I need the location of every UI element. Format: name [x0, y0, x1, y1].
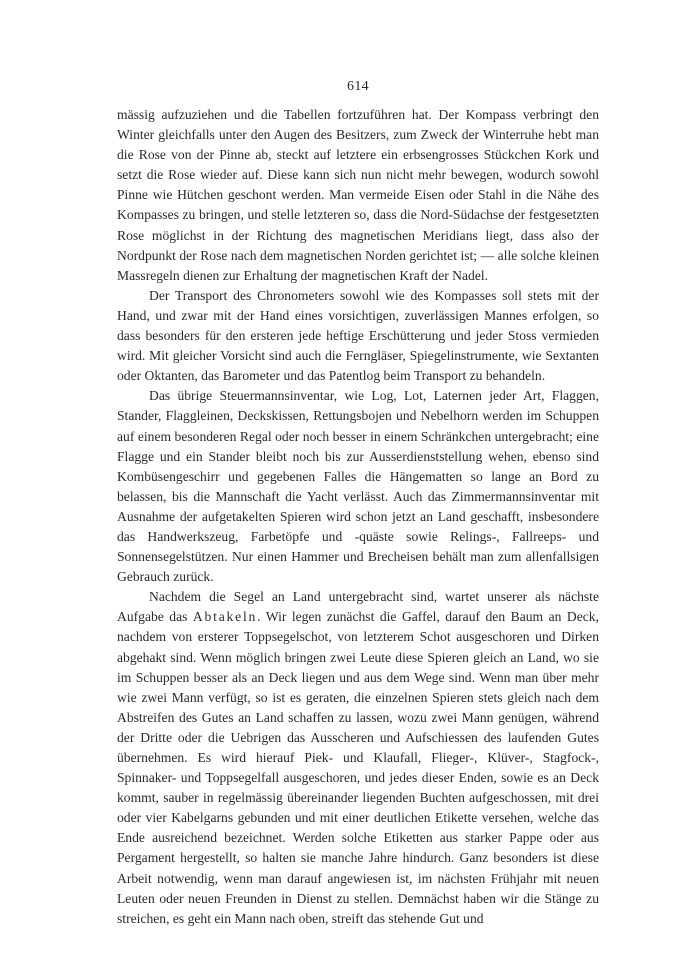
emphasized-term-abtakeln: Abtakeln	[192, 609, 258, 625]
paragraph-abtakeln-part-2: . Wir legen zunächst die Gaffel, darauf den Baum an Deck, nachdem von ersterer Toppsegelschot, von letzterem Schot ausgeschoren und Dirken abgehakt sind. Wenn möglich bringen zwei Leute diese Spieren gleich an Land, wo sie im Schuppen besser als an Deck liegen und aus dem Wege sind. Wenn man über mehr wie zwei Mann verfügt, so ist es geraten, die einzelnen Spieren stets gleich nach dem Abstreifen des Gutes an Land schaffen zu lassen, wozu zwei Mann genügen, während der Dritte oder die Uebrigen das Ausscheren und Aufschiessen des laufenden Gutes übernehmen. Es wird hierauf Piek- und Klaufall, Flieger-, Klüver-, Stagfock-, Spinnaker- und Toppsegelfall ausgeschoren, und jedes dieser Enden, sowie es an Deck kommt, sauber in regelmässig übereinander liegenden Buchten aufgeschossen, mit drei oder vier Kabelgarns gebunden und mit einer deutlichen Etikette versehen, welche das Ende ausreichend bezeichnet. Werden solche Etiketten aus starker Pappe oder aus Pergament hergestellt, so halten sie manche Jahre hindurch. Ganz besonders ist diese Arbeit notwendig, wenn man darauf angewiesen ist, im nächsten Frühjahr mit neuen Leuten oder neuen Freunden in Dienst zu stellen. Demnächst haben wir die Stänge zu streichen, es geht ein Mann nach oben, streift das stehende Gut und	[117, 609, 599, 926]
paragraph-abtakeln-part-1: Nachdem die Segel an Land untergebracht sind, wartet unserer als nächste Aufgabe das	[117, 589, 599, 625]
paragraph-compass-winter: mässig aufzuziehen und die Tabellen fortzuführen hat. Der Kompass verbringt den Winter gleichfalls unter den Augen des Besitzers, zum Zweck der Winterruhe hebt man die Rose von der Pinne ab, steckt auf letztere ein erbsengrosses Stückchen Kork und setzt die Rose wieder auf. Diese kann sich nun nicht mehr bewegen, wodurch sowohl Pinne wie Hütchen geschont werden. Man vermeide Eisen oder Stahl in die Nähe des Kompasses zu bringen, und stelle letzteren so, dass die Nord-Südachse der festgesetzten Rose möglichst in der Richtung des magnetischen Meridians liegt, dass also der Nordpunkt der Rose nach dem magnetischen Norden gerichtet ist; — alle solche kleinen Massregeln dienen zur Erhaltung der magnetischen Kraft der Nadel.	[117, 107, 599, 283]
paragraph-steuermannsinventar: Das übrige Steuermannsinventar, wie Log, Lot, Laternen jeder Art, Flaggen, Stander, Flaggleinen, Deckskissen, Rettungsbojen und Nebelhorn werden im Schuppen auf einem besonderen Regal oder noch besser in einem Schränkchen untergebracht; eine Flagge und ein Stander bleibt noch bis zur Ausserdienststellung wehen, ebenso sind Kombüsengeschirr und gegebenen Falles die Hängematten so lange an Bord zu belassen, bis die Mannschaft die Yacht verlässt. Auch das Zimmermannsinventar mit Ausnahme der aufgetakelten Spieren wird schon jetzt an Land geschafft, insbesondere das Handwerkszeug, Farbetöpfe und -quäste sowie Relings-, Fallreeps- und Sonnensegelstützen. Nur einen Hammer und Brecheisen behält man zum allenfallsigen Gebrauch zurück.	[117, 388, 599, 585]
document-page	[117, 78, 599, 929]
paragraph-abtakeln	[117, 587, 599, 929]
paragraph-chronometer-transport: Der Transport des Chronometers sowohl wie des Kompasses soll stets mit der Hand, und zwar mit der Hand eines vorsichtigen, zuverlässigen Mannes erfolgen, so dass besonders für den ersteren jede heftige Erschütterung und jeder Stoss vermieden wird. Mit gleicher Vorsicht sind auch die Ferngläser, Spiegelinstrumente, wie Sextanten oder Oktanten, das Barometer und das Patentlog beim Transport zu behandeln.	[117, 287, 599, 384]
body-text	[117, 105, 599, 929]
page-number: 614	[347, 79, 369, 94]
